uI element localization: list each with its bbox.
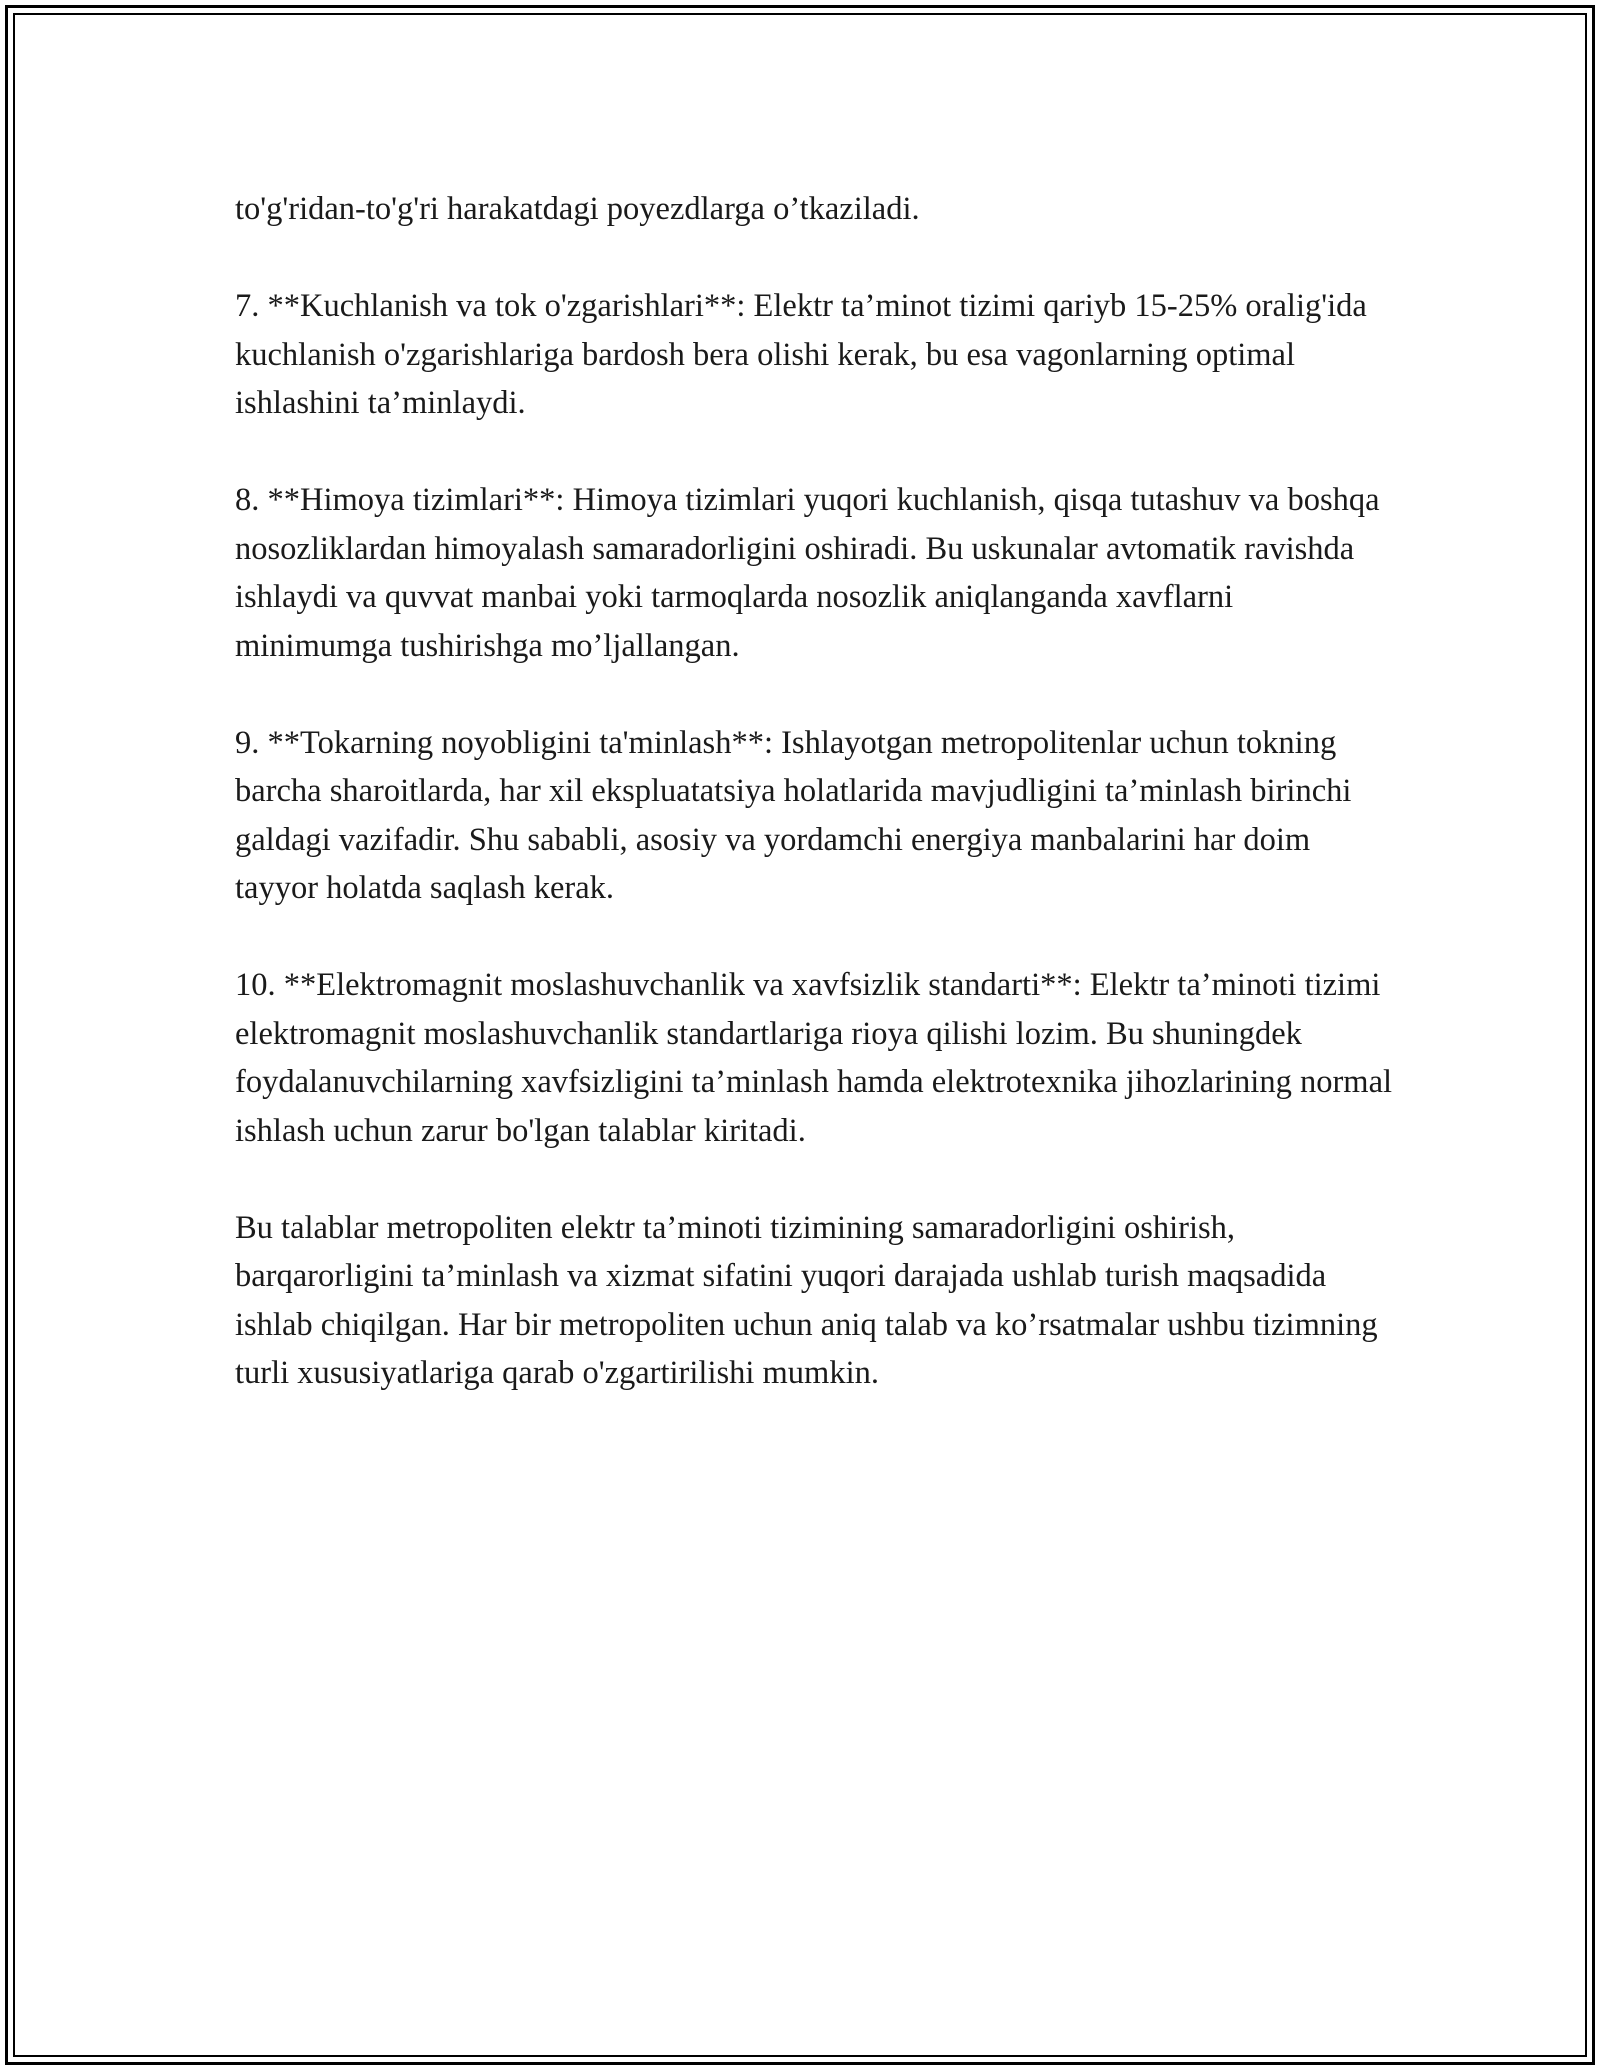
paragraph-item-7: 7. **Kuchlanish va tok o'zgarishlari**: Elektr ta’minot tizimi qariyb 15-25% oralig'ida kuchlanish o'zgarishlariga bardosh bera olishi kerak, bu esa vagonlarning optimal ishlashini ta’minlaydi. bbox=[235, 288, 1367, 421]
paragraph-conclusion: Bu talablar metropoliten elektr ta’minoti tizimining samaradorligini oshirish, barqarorligini ta’minlash va xizmat sifatini yuqori darajada ushlab turish maqsadida ishlab chiqilgan. Har bir metropoliten uchun aniq talab va ko’rsatmalar ushbu tizimning turli xususiyatlariga qarab o'zgartirilishi mumkin. bbox=[235, 1209, 1378, 1391]
paragraph-item-10: 10. **Elektromagnit moslashuvchanlik va xavfsizlik standarti**: Elektr ta’minoti tizimi elektromagnit moslashuvchanlik standartlariga rioya qilishi lozim. Bu shuningdek foydalanuvchilarning xavfsizligini ta’minlash hamda elektrotexnika jihozlarining normal ishlash uchun zarur bo'lgan talablar kiritadi. bbox=[235, 967, 1393, 1149]
paragraph-continuation: to'g'ridan-to'g'ri harakatdagi poyezdlarga o’tkaziladi. bbox=[235, 191, 920, 227]
paragraph-item-9: 9. **Tokarning noyobligini ta'minlash**: Ishlayotgan metropolitenlar uchun tokning barcha sharoitlarda, har xil ekspluatatsiya holatlarida mavjudligini ta’minlash birinchi galdagi vazifadir. Shu sababli, asosiy va yordamchi energiya manbalarini har doim tayyor holatda saqlash kerak. bbox=[235, 724, 1352, 906]
document-body bbox=[235, 185, 1395, 1398]
paragraph-item-8: 8. **Himoya tizimlari**: Himoya tizimlari yuqori kuchlanish, qisqa tutashuv va boshqa nosozliklardan himoyalash samaradorligini oshiradi. Bu uskunalar avtomatik ravishda ishlaydi va quvvat manbai yoki tarmoqlarda nosozlik aniqlanganda xavflarni minimumga tushirishga mo’ljallangan. bbox=[235, 482, 1380, 664]
